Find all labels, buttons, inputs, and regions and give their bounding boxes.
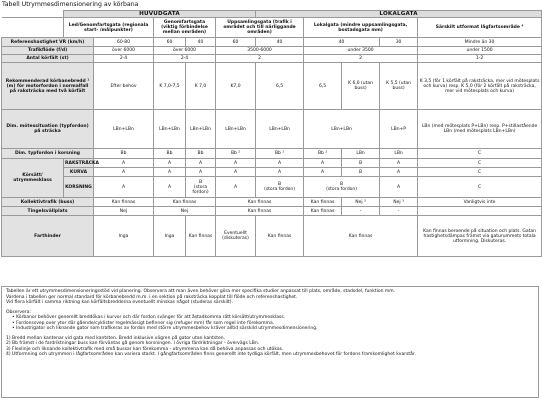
note-bullet: • Fordonssvep over ytor där gående/cyklister regelmässigt befinner sig (refuger mm) får som regel inte förekomma.	[12, 320, 275, 326]
table-cell: -	[380, 207, 418, 216]
table-cell: 40	[256, 38, 304, 47]
sub-label-rakstracka: RAKSTRÄCKA	[65, 160, 99, 166]
table-cell: Kan finnas	[186, 216, 216, 257]
note-bullet: • Körbanor behöver generellt breddökas i kurvor och där fordon svänger för att åstadkomma rätt körsätt/utrymmesklass.	[12, 315, 286, 320]
table-cell: 40	[186, 38, 216, 47]
table-cell: Efter behov	[94, 63, 154, 110]
table-cell: LBn+LBn	[94, 110, 154, 149]
col-header-lokalgata: Lokalgata (mindre uppsamlingsgata, bostadsgata mm)	[304, 18, 418, 38]
table-cell: A	[256, 168, 304, 177]
table-cell: LBn	[380, 149, 418, 159]
table-cell: LBn+LBn	[216, 110, 256, 149]
table-cell: under 1500	[418, 47, 542, 55]
row-label-motessituation: Dim. mötessituation (typfordon) på sträcka	[2, 110, 94, 149]
table-cell: C	[418, 168, 542, 177]
col-header-lagfart: Särskilt utformat lågfartsområde ⁴	[418, 18, 542, 38]
table-cell: A	[94, 159, 154, 168]
table-cell: Mindre än 30	[418, 38, 542, 47]
table-cell: Bb	[186, 149, 216, 159]
note-paragraph: Tabellen är ett utrymmesdimensioneringsstöd vid planering. Observera att man även behöver göra mer specifika studier anpassat till plats, område, stadsdel, funktion mm.	[6, 289, 396, 294]
table-cell: A	[380, 159, 418, 168]
table-cell: K 3,5 (för 1 körfält på raksträcka, mer vid mötesplats och kurva) resp. K 5,0 (för 2 körfält på raksträcka, mer vid mötesplats och kurva)	[418, 63, 542, 110]
table-cell: LBn (med mötesplats P+LBn) resp. P+stillastående LBn (med mötesplats LBn+LBn)	[418, 110, 542, 149]
table-cell: Bb ²	[304, 149, 342, 159]
table-cell	[418, 177, 542, 198]
cell-note: (stora fordon)	[326, 187, 358, 192]
table-cell: Inga	[154, 216, 186, 257]
table-cell: A	[186, 168, 216, 177]
table-cell: K 7,0-7,5	[154, 63, 186, 110]
table-cell: 2	[216, 55, 304, 63]
table-cell	[216, 177, 256, 198]
table-cell: B	[342, 159, 380, 168]
band-huvudgata: HUVUDGATA	[64, 11, 256, 18]
table-cell: under 3500	[304, 47, 418, 55]
table-cell: Inga	[94, 216, 154, 257]
footnote: 2) Bb främst i de fardriktningar buss kan förväntas gå genom korsningen. I övriga färdriktningar - övervägs LBn.	[6, 341, 260, 346]
table-cell	[256, 177, 304, 198]
table-cell: A	[304, 168, 342, 177]
table-cell: Kan finnas	[154, 198, 216, 207]
note-paragraph: Vardena i tabellen ger normal standard för körbanebredd m.m. i en sektion på raksträcka kopplat till flöde och referenshastighet.	[6, 294, 298, 300]
table-cell: Kan finnas	[304, 198, 342, 207]
col-header-led: Led/Genomfartsgata (regionala start- /målpunkter)	[64, 18, 154, 38]
table-cell: över 6000	[154, 47, 216, 55]
row-label-kollektivtrafik: Kollektivtrafik (buss)	[2, 198, 94, 207]
table-cell: Eventuellt (diskuteras)	[216, 216, 256, 257]
table-cell: Nej ³	[380, 198, 418, 207]
row-label-farthinder: Farthinder	[2, 216, 94, 257]
table-cell: A	[94, 168, 154, 177]
table-cell	[380, 177, 418, 198]
table-cell: A	[256, 159, 304, 168]
table-cell: Vanligtvis inte	[418, 198, 542, 207]
table-cell: A	[154, 168, 186, 177]
table-cell: 40	[304, 38, 380, 47]
table-cell: K 5,5 (utan buss)	[380, 63, 418, 110]
row-label-antal-korfalt: Antal körfält (st)	[2, 55, 94, 63]
note-paragraph: Vid flera körfält i samma riktning kan körfältsbredderna eventuellt minskas något (studeras särskilt).	[6, 300, 233, 305]
table-cell: Bb ²	[216, 149, 256, 159]
table-cell: 60	[216, 38, 256, 47]
col-header-genomfart: Genomfartsgata (viktig förbindelse mellan områden)	[154, 18, 216, 38]
table-cell: Bb	[154, 149, 186, 159]
table-cell: över 6000	[94, 47, 154, 55]
table-cell: A	[186, 159, 216, 168]
table-cell: LBn+LBn	[256, 110, 304, 149]
table-cell: 6,5	[256, 63, 304, 110]
table-cell: Bb ²	[256, 149, 304, 159]
footnote: 4) Utformning och utrymmen i lågfartsområden kan variera starkt. I gångfartsområden finns generellt inte tydliga körfält, men utrymmesbehovet för fordons framkomlighet kvarstår.	[6, 352, 416, 357]
note-bullet: • Industrigator och liknande gator som trafikeras av fordon med större utrymmesbehov kräver alltid särskild utrymmesdimensionering.	[12, 326, 318, 331]
table-cell: 2-4	[94, 55, 154, 63]
table-cell: K 6,0 (utan buss)	[342, 63, 380, 110]
table-cell: 2	[304, 55, 418, 63]
table-cell: Kan finnas beroende på situation och plats. Gatan hastighetsdämpas främst via gaturummets totala utformning. Diskuteras.	[418, 216, 542, 257]
table-cell: -	[342, 207, 380, 216]
band-lokalgata: LOKALGATA	[256, 11, 542, 18]
cell-note: (stora fordon)	[192, 184, 209, 195]
table-cell	[304, 177, 380, 198]
footnote: 1) Bredd mellan kantenar vid gata med kantsten. Bredd inklusive vägren på gator utan kantsten.	[6, 335, 226, 341]
table-cell	[94, 177, 154, 198]
cell-value: B	[340, 182, 344, 187]
table-cell: 2-4	[154, 55, 216, 63]
row-label-korbanebredd: Rekommenderad körbanebredd ¹ (m) för motorfordon i normalfall på raksträcka med två körfält	[2, 63, 94, 110]
table-cell: 30	[380, 38, 418, 47]
cell-value: C	[478, 184, 482, 190]
table-cell: A	[154, 159, 186, 168]
table-cell: K 7,0	[186, 63, 216, 110]
table-cell: Nej	[94, 207, 154, 216]
notes-box	[1, 286, 539, 398]
table-cell: LBn+P	[380, 110, 418, 149]
table-cell: Nej ³	[342, 198, 380, 207]
row-label-trafikflode: Trafikflöde (f/d)	[2, 47, 94, 55]
cell-note: (stora fordon)	[264, 187, 296, 192]
row-label-korsatt: Körsätt/ utrymmesklass	[2, 159, 64, 198]
dimension-table	[1, 10, 542, 257]
table-cell: B	[342, 168, 380, 177]
table-cell: LBn+LBn	[154, 110, 186, 149]
table-cell: Kan finnas	[304, 216, 418, 257]
row-label-referenshastighet: Referenshastighet VR (km/h)	[2, 38, 94, 47]
table-cell: K7,0	[216, 63, 256, 110]
table-cell: A	[216, 168, 256, 177]
table-cell: LBn	[342, 149, 380, 159]
table-cell: LBn+LBn	[304, 110, 380, 149]
table-cell: A	[216, 159, 256, 168]
corner-cell	[2, 11, 64, 18]
col-header-uppsamling: Uppsamlingsgata (trafik i området och till närliggande områden)	[216, 18, 304, 38]
table-cell: Kan finnas	[304, 207, 342, 216]
table-cell: A	[304, 159, 342, 168]
table-cell	[186, 177, 216, 198]
cell-value: A	[167, 184, 172, 190]
table-cell: LBn+LBn	[186, 110, 216, 149]
table-cell: Kan finnas	[216, 207, 304, 216]
cell-value: A	[121, 184, 126, 190]
note-heading: Observera:	[6, 309, 31, 315]
table-cell: Nej	[154, 207, 216, 216]
row-label-typfordon-korsning: Dim. typfordon i korsning	[2, 149, 94, 159]
table-cell: Kan finnas	[94, 198, 154, 207]
cell-value: A	[233, 184, 238, 190]
sub-label-kurva: KURVA	[64, 168, 94, 177]
table-cell: 60-80	[94, 38, 154, 47]
corner-cell-2	[2, 18, 64, 38]
cell-value: A	[397, 184, 401, 190]
table-cell: Kan finnas	[216, 198, 304, 207]
page-title: Tabell Utrymmesdimensionering av körbana	[2, 1, 139, 8]
table-cell: 3500-6000	[216, 47, 304, 55]
table-cell: Kan finnas	[256, 216, 304, 257]
row-label-tingelsvallplats: Tingelsvällplats	[2, 207, 94, 216]
footnote: 3) Flexlinje och liknande kollektivtrafik med små bussar kan förekomma - utrymmena kan då behöva anpassas och utökas.	[6, 346, 284, 352]
table-cell	[418, 207, 542, 216]
table-cell: C	[418, 159, 542, 168]
sub-label-korsning: KORSNING	[64, 177, 94, 198]
cell-value: B	[278, 182, 282, 187]
table-cell: 1-2	[418, 55, 542, 63]
cell-value: B	[198, 179, 203, 185]
table-cell: C	[418, 149, 542, 159]
table-cell: 60	[154, 38, 186, 47]
table-cell	[154, 177, 186, 198]
table-cell: Bb	[94, 149, 154, 159]
table-cell: A	[380, 168, 418, 177]
table-cell: 6,5	[304, 63, 342, 110]
